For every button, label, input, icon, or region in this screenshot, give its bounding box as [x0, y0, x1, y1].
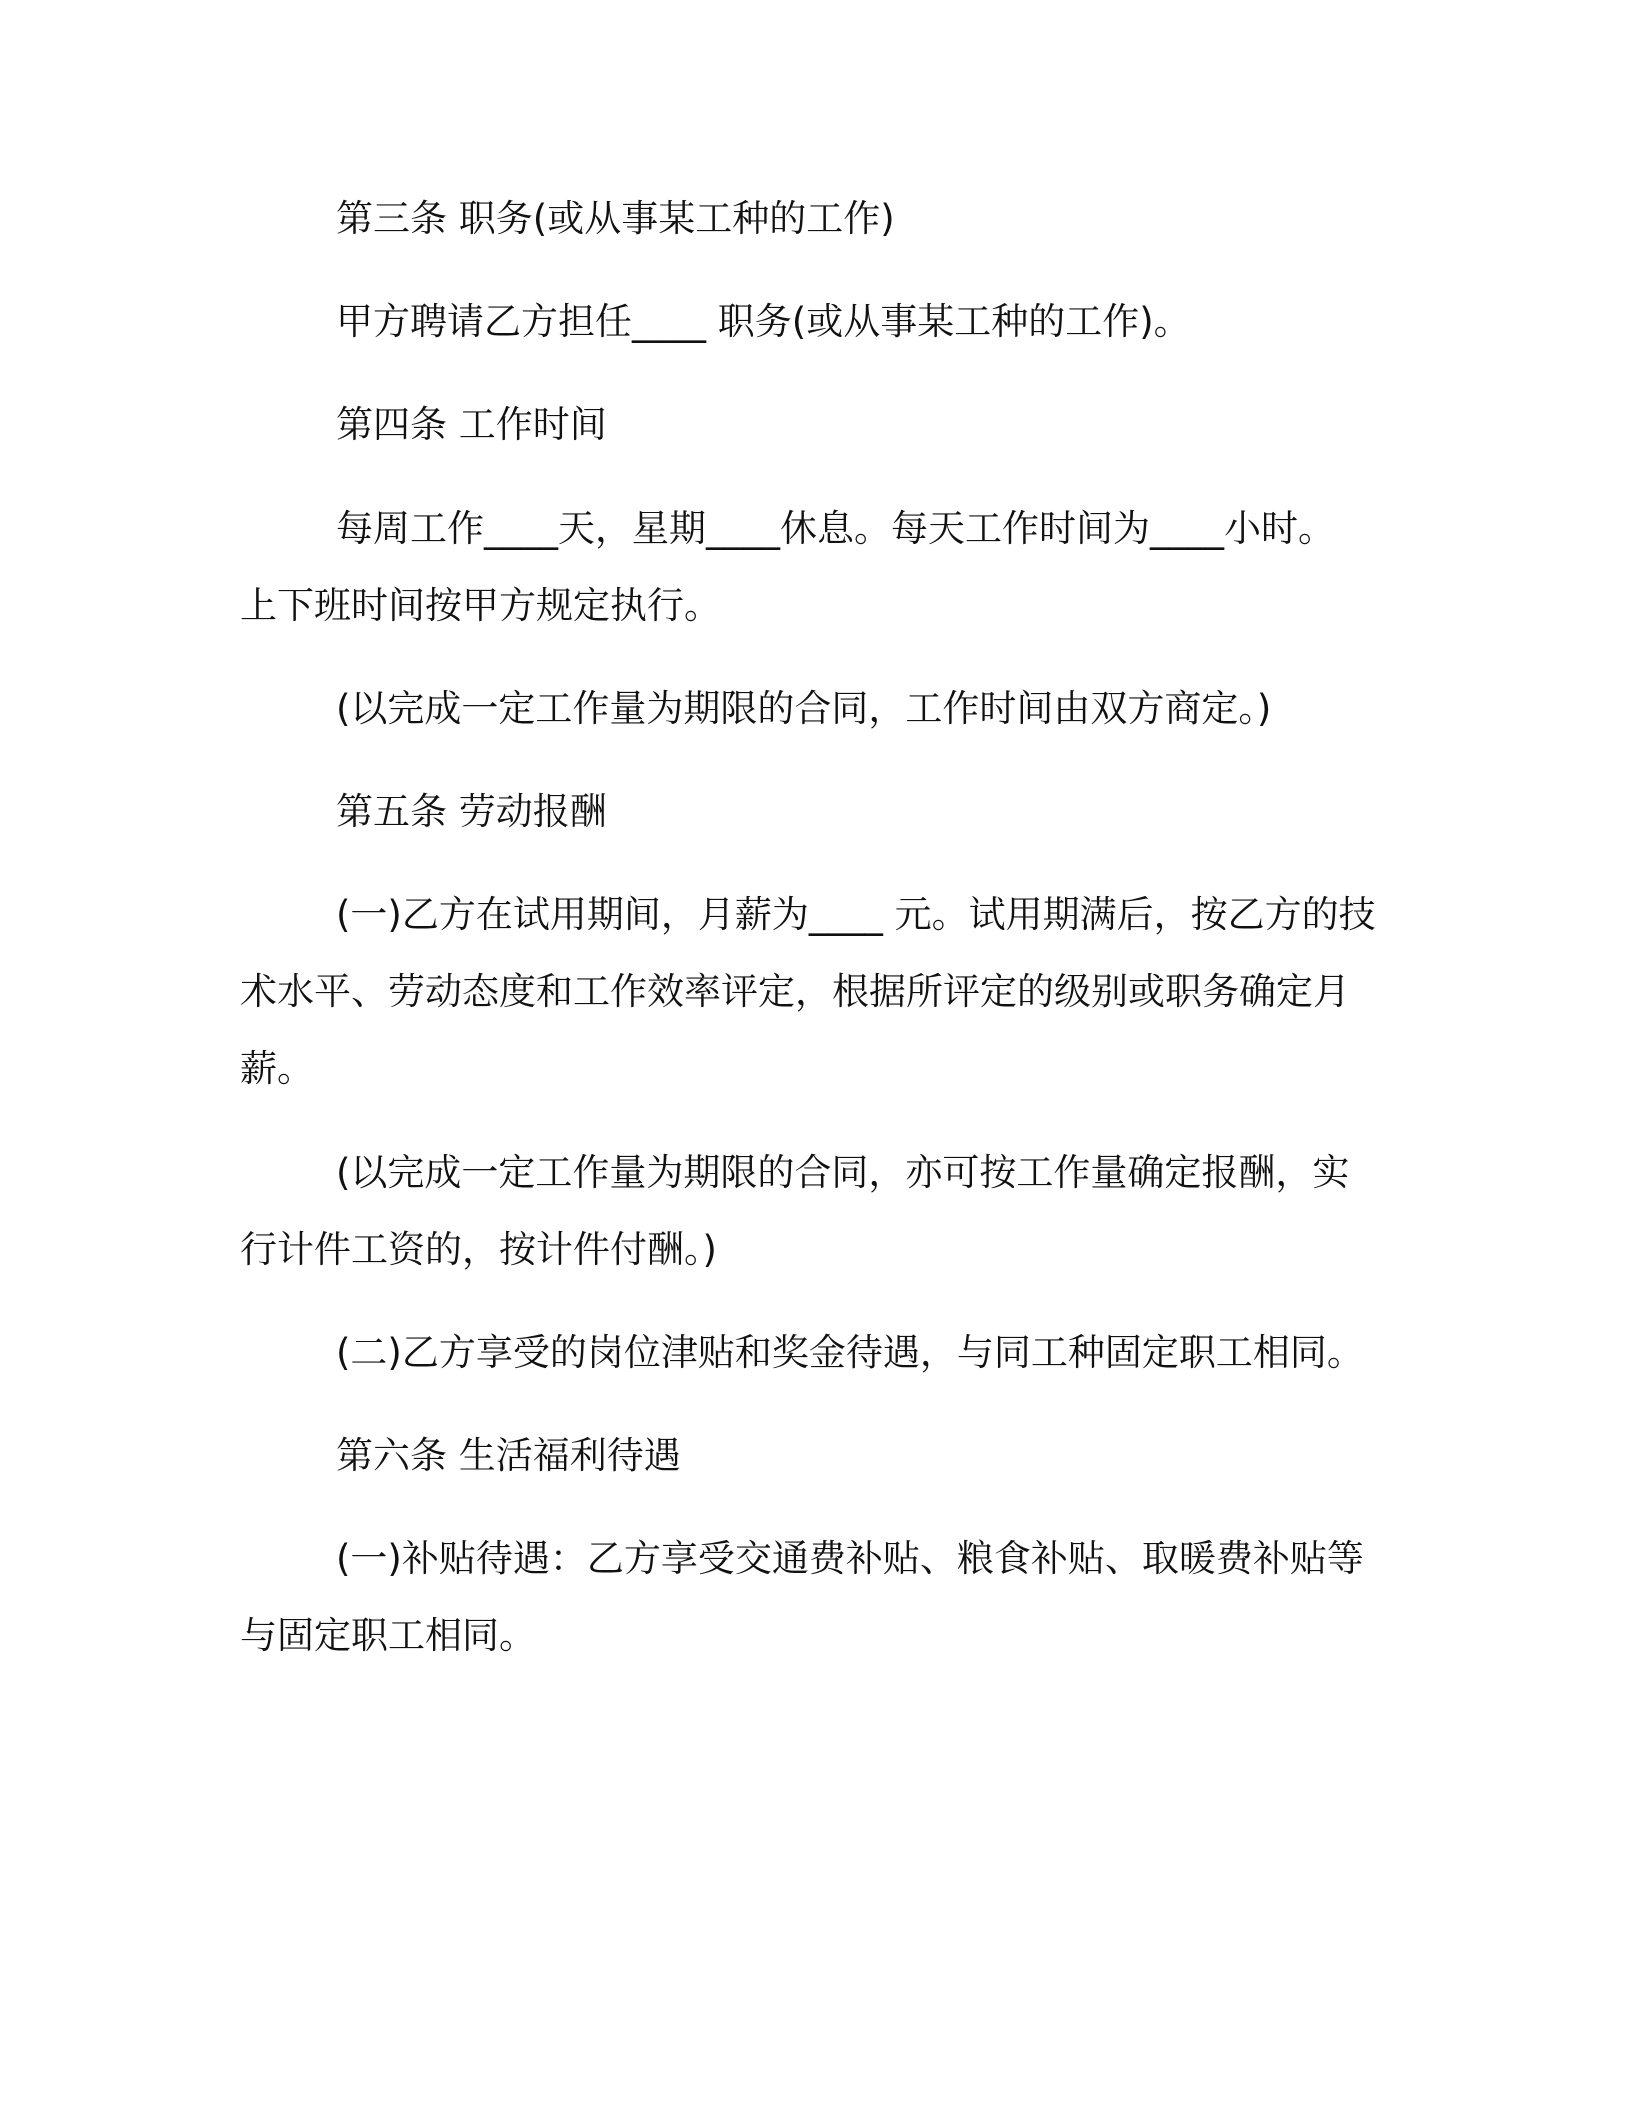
article-5-item-1	[240, 876, 1400, 1107]
article-3-heading	[240, 180, 1400, 257]
article-5-item-2	[240, 1314, 1400, 1391]
text-line: 薪。	[240, 1047, 314, 1090]
text-line: 每周工作____天，星期____休息。每天工作时间为____小时。	[336, 507, 1335, 550]
text-line: (一)乙方在试用期间，月薪为____ 元。试用期满后，按乙方的技	[336, 893, 1376, 936]
text-line: 第六条 生活福利待遇	[336, 1434, 681, 1477]
article-6-heading	[240, 1417, 1400, 1494]
article-6-item-1	[240, 1520, 1400, 1674]
article-3-body	[240, 283, 1400, 360]
text-line: 与固定职工相同。	[240, 1614, 536, 1657]
text-line: 第三条 职务(或从事某工种的工作)	[336, 197, 895, 240]
text-line: 第五条 劳动报酬	[336, 790, 607, 833]
text-line: (一)补贴待遇：乙方享受交通费补贴、粮食补贴、取暖费补贴等	[336, 1537, 1364, 1580]
text-line: 上下班时间按甲方规定执行。	[240, 584, 721, 627]
text-line: (二)乙方享受的岗位津贴和奖金待遇，与同工种固定职工相同。	[336, 1331, 1364, 1374]
article-5-note	[240, 1134, 1400, 1288]
article-4-heading	[240, 386, 1400, 463]
text-line: 术水平、劳动态度和工作效率评定，根据所评定的级别或职务确定月	[240, 970, 1350, 1013]
article-4-note	[240, 670, 1400, 747]
article-4-body	[240, 490, 1400, 644]
text-line: (以完成一定工作量为期限的合同，亦可按工作量确定报酬，实	[336, 1151, 1350, 1194]
text-line: 行计件工资的，按计件付酬。)	[240, 1228, 717, 1271]
article-5-heading	[240, 773, 1400, 850]
text-line: (以完成一定工作量为期限的合同，工作时间由双方商定。)	[336, 687, 1272, 730]
text-line: 第四条 工作时间	[336, 403, 607, 446]
text-line: 甲方聘请乙方担任____ 职务(或从事某工种的工作)。	[336, 300, 1191, 343]
